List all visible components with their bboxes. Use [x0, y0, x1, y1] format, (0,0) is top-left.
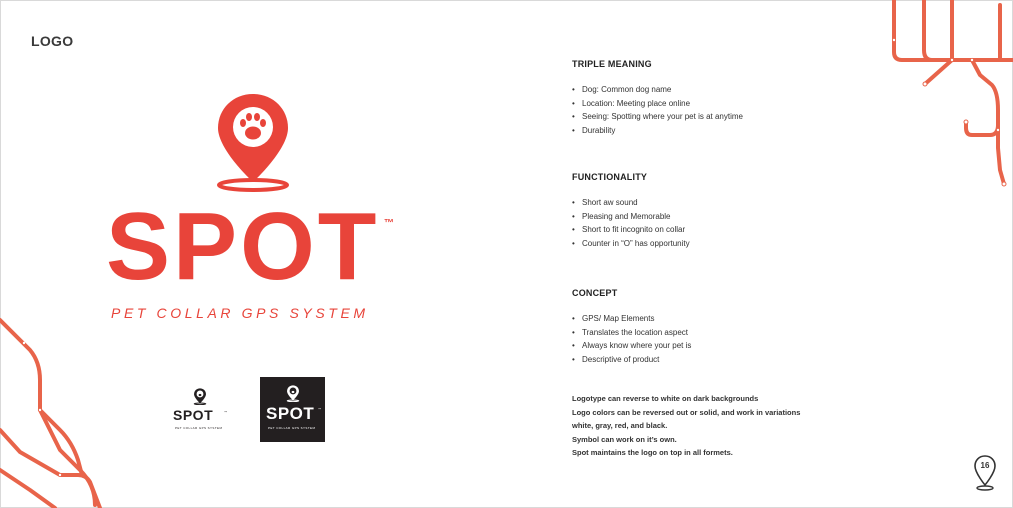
mini-trademark: ™ [318, 407, 321, 411]
page-number: 16 [980, 461, 990, 470]
map-pin-icon [286, 385, 300, 402]
brand-wordmark: SPOT [106, 193, 380, 300]
map-pin-icon [215, 92, 291, 192]
list-item: • Short to fit incognito on collar [572, 223, 832, 237]
note-line: Logo colors can be reversed out or solid, and work in variations [572, 407, 801, 417]
list-item: • Translates the location aspect [572, 326, 832, 340]
bullet-list [572, 312, 832, 366]
logo-variant-black [260, 377, 325, 442]
mini-trademark: ™ [224, 410, 227, 414]
list-item: • Dog: Common dog name [572, 83, 832, 97]
list-item: • GPS/ Map Elements [572, 312, 832, 326]
list-item: • Always know where your pet is [572, 339, 832, 353]
bullet-list [572, 196, 832, 250]
bullet-list [572, 83, 832, 137]
mini-tagline: PET COLLAR GPS SYSTEM [175, 426, 223, 430]
logo-variant-white [172, 386, 228, 436]
list-item: • Descriptive of product [572, 353, 832, 367]
section-heading: TRIPLE MEANING [572, 59, 652, 69]
note-line: Symbol can work on it’s own. [572, 434, 677, 444]
note-line: white, gray, red, and black. [572, 421, 668, 430]
list-item: • Seeing: Spotting where your pet is at anytime [572, 110, 832, 124]
list-item: • Location: Meeting place online [572, 97, 832, 111]
note-line: Spot maintains the logo on top in all formets. [572, 448, 733, 457]
section-concept [572, 288, 832, 366]
section-heading: FUNCTIONALITY [572, 172, 648, 182]
mini-tagline: PET COLLAR GPS SYSTEM [268, 426, 316, 430]
list-item: • Counter in “O” has opportunity [572, 237, 832, 251]
brand-tagline: PET COLLAR GPS SYSTEM [111, 305, 369, 321]
list-item: • Short aw sound [572, 196, 832, 210]
trademark-symbol: ™ [384, 218, 394, 229]
usage-notes [572, 392, 800, 460]
list-item: • Durability [572, 124, 832, 138]
mini-brand-wordmark: SPOT [266, 404, 315, 423]
map-pin-icon [193, 388, 207, 405]
mini-brand-wordmark: SPOT [173, 407, 214, 423]
section-label: LOGO [31, 33, 74, 49]
section-heading: CONCEPT [572, 288, 618, 298]
section-functionality [572, 172, 832, 250]
note-line: Logotype can reverse to white on dark backgrounds [572, 394, 759, 403]
section-triple-meaning [572, 59, 832, 137]
list-item: • Pleasing and Memorable [572, 210, 832, 224]
